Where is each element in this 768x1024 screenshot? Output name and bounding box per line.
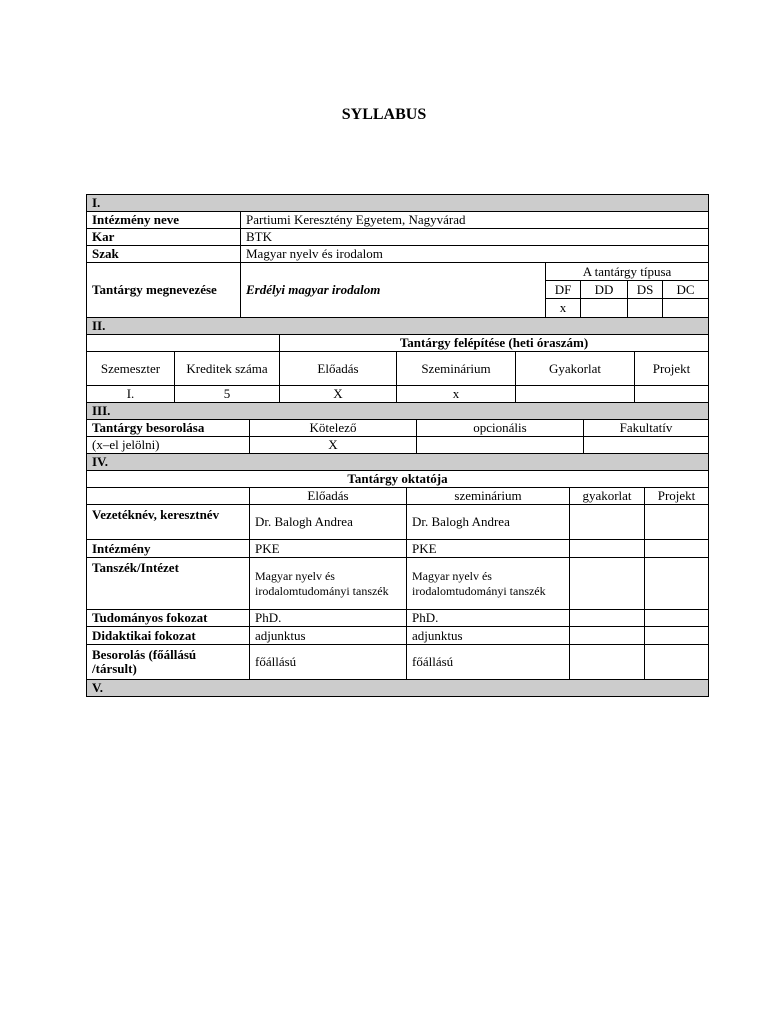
mark-optional [416, 436, 584, 454]
type-dd-mark [580, 298, 628, 318]
col-project: Projekt [634, 351, 709, 386]
val-project [634, 385, 709, 403]
row-name-seminar: Dr. Balogh Andrea [406, 504, 570, 540]
major-value: Magyar nyelv és irodalom [240, 245, 709, 263]
val-semester: I. [86, 385, 175, 403]
row-rank-practice [569, 626, 645, 645]
row-name-practice [569, 504, 645, 540]
type-df-mark: x [545, 298, 581, 318]
col-lecture: Előadás [279, 351, 397, 386]
mark-elective [583, 436, 709, 454]
type-dc-mark [662, 298, 709, 318]
structure-header-blank [86, 334, 280, 352]
row-name-label: Vezetéknév, keresztnév [86, 504, 250, 540]
section-5-header: V. [86, 679, 709, 697]
section-1-header: I. [86, 194, 709, 212]
option-optional: opcionális [416, 419, 584, 437]
classification-label: Tantárgy besorolása [86, 419, 250, 437]
row-institution-label: Intézmény [86, 539, 250, 558]
row-institution-project [644, 539, 709, 558]
row-institution-seminar: PKE [406, 539, 570, 558]
val-lecture: X [279, 385, 397, 403]
type-dc: DC [662, 280, 709, 299]
row-degree-project [644, 609, 709, 627]
subject-name-label: Tantárgy megnevezése [86, 262, 241, 318]
teacher-col-project: Projekt [644, 487, 709, 505]
row-department-practice [569, 557, 645, 610]
teacher-col-practice: gyakorlat [569, 487, 645, 505]
row-employment-seminar: főállású [406, 644, 570, 680]
structure-header: Tantárgy felépítése (heti óraszám) [279, 334, 709, 352]
row-employment-lecture: főállású [249, 644, 407, 680]
col-credits: Kreditek száma [174, 351, 280, 386]
institution-value: Partiumi Keresztény Egyetem, Nagyvárad [240, 211, 709, 229]
row-institution-lecture: PKE [249, 539, 407, 558]
col-practice: Gyakorlat [515, 351, 635, 386]
section-4-header: IV. [86, 453, 709, 471]
type-ds-mark [627, 298, 663, 318]
row-employment-project [644, 644, 709, 680]
document-title: SYLLABUS [341, 106, 427, 123]
teacher-header: Tantárgy oktatója [86, 470, 709, 488]
major-label: Szak [86, 245, 241, 263]
type-ds: DS [627, 280, 663, 299]
faculty-label: Kar [86, 228, 241, 246]
option-mandatory: Kötelező [249, 419, 417, 437]
val-credits: 5 [174, 385, 280, 403]
row-name-project [644, 504, 709, 540]
val-seminar: x [396, 385, 516, 403]
row-name-lecture: Dr. Balogh Andrea [249, 504, 407, 540]
row-department-project [644, 557, 709, 610]
type-dd: DD [580, 280, 628, 299]
row-rank-seminar: adjunktus [406, 626, 570, 645]
type-df: DF [545, 280, 581, 299]
col-seminar: Szeminárium [396, 351, 516, 386]
row-employment-practice [569, 644, 645, 680]
teacher-col-lecture: Előadás [249, 487, 407, 505]
mark-mandatory: X [249, 436, 417, 454]
row-department-lecture: Magyar nyelv és irodalomtudományi tanszék [249, 557, 407, 610]
row-institution-practice [569, 539, 645, 558]
subject-name-value: Erdélyi magyar irodalom [240, 262, 546, 318]
section-3-header: III. [86, 402, 709, 420]
option-elective: Fakultatív [583, 419, 709, 437]
faculty-value: BTK [240, 228, 709, 246]
row-rank-label: Didaktikai fokozat [86, 626, 250, 645]
classification-sublabel: (x–el jelölni) [86, 436, 250, 454]
row-department-label: Tanszék/Intézet [86, 557, 250, 610]
col-semester: Szemeszter [86, 351, 175, 386]
val-practice [515, 385, 635, 403]
row-rank-lecture: adjunktus [249, 626, 407, 645]
row-rank-project [644, 626, 709, 645]
row-employment-label: Besorolás (főállású /társult) [86, 644, 250, 680]
subject-type-header: A tantárgy típusa [545, 262, 709, 281]
teacher-col-seminar: szeminárium [406, 487, 570, 505]
row-degree-practice [569, 609, 645, 627]
row-department-seminar: Magyar nyelv és irodalomtudományi tanszék [406, 557, 570, 610]
row-degree-label: Tudományos fokozat [86, 609, 250, 627]
section-2-header: II. [86, 317, 709, 335]
row-degree-seminar: PhD. [406, 609, 570, 627]
institution-label: Intézmény neve [86, 211, 241, 229]
teacher-col-blank [86, 487, 250, 505]
row-degree-lecture: PhD. [249, 609, 407, 627]
